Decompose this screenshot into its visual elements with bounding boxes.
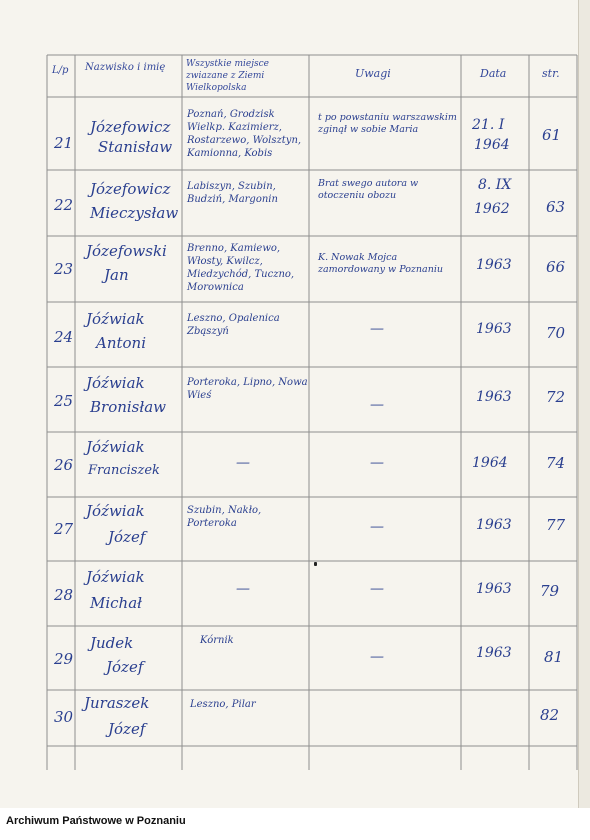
row-page: 77 — [546, 516, 566, 534]
archive-credit: Archiwum Państwowe w Poznaniu — [6, 815, 186, 827]
row-surname: Józefowicz — [90, 180, 171, 198]
row-remarks: — — [370, 519, 384, 535]
row-date-year: 1964 — [474, 137, 510, 153]
header-remarks: Uwagi — [355, 67, 391, 80]
row-surname: Józefowicz — [90, 118, 171, 136]
row-places: Brenno, Kamiewo, Włosty, Kwilcz, Miedzychód, Tuczno, Morownica — [187, 243, 295, 293]
row-surname: Jóźwiak — [86, 374, 145, 392]
row-date-year: 1963 — [476, 389, 512, 405]
ink-dot — [314, 562, 317, 566]
row-places: Kórnik — [200, 635, 234, 646]
row-lp: 30 — [54, 708, 74, 726]
row-places: Poznań, Grodzisk Wielkp. Kazimierz, Rostarzewo, Wolsztyn, Kamionna, Kobis — [187, 109, 302, 159]
row-lp: 23 — [54, 260, 74, 278]
row-lp: 25 — [54, 392, 74, 410]
row-surname: Jóźwiak — [86, 438, 145, 456]
row-given-name: Antoni — [96, 334, 147, 352]
row-given-name: Franciszek — [88, 463, 160, 478]
row-remarks: K. Nowak Mojca zamordowany w Poznaniu — [318, 252, 443, 275]
row-page: 61 — [542, 126, 562, 144]
row-given-name: Józef — [108, 720, 146, 738]
row-lp: 29 — [54, 650, 74, 668]
row-surname: Jóźwiak — [86, 310, 145, 328]
row-places: Leszno, Pilar — [190, 699, 256, 710]
row-places: Leszno, Opalenica Zbąszyń — [187, 313, 280, 337]
row-remarks: — — [370, 649, 384, 665]
row-date-year: 1963 — [476, 321, 512, 337]
row-lp: 22 — [54, 196, 74, 214]
row-lp: 27 — [54, 520, 74, 538]
row-places: — — [236, 581, 250, 597]
row-page: 81 — [544, 648, 564, 666]
row-page: 74 — [546, 454, 566, 472]
row-given-name: Bronisław — [90, 398, 167, 416]
row-surname: Jóźwiak — [86, 502, 145, 520]
row-given-name: Józef — [106, 658, 144, 676]
row-lp: 28 — [54, 586, 74, 604]
row-surname: Jóźwiak — [86, 568, 145, 586]
row-lp: 26 — [54, 456, 74, 474]
row-page: 82 — [540, 706, 560, 724]
row-surname: Juraszek — [84, 694, 150, 712]
row-page: 63 — [546, 198, 566, 216]
header-lp: L/p — [52, 65, 69, 76]
row-page: 72 — [546, 388, 566, 406]
row-remarks: Brat swego autora w otoczeniu obozu — [318, 178, 419, 201]
row-given-name: Józef — [108, 528, 146, 546]
row-date-year: 1963 — [476, 517, 512, 533]
header-places: Wszystkie miejsce zwiazane z Ziemi Wielkopolska — [186, 59, 269, 93]
row-given-name: Jan — [104, 266, 129, 284]
header-name: Nazwisko i imię — [85, 62, 166, 73]
row-places: — — [236, 455, 250, 471]
row-remarks: t po powstaniu warszawskim zginął w sobie Maria — [318, 112, 457, 135]
header-date: Data — [480, 67, 507, 80]
row-date-day: 21. I — [472, 117, 505, 133]
row-date-year: 1962 — [474, 201, 510, 217]
row-remarks: — — [370, 321, 384, 337]
row-surname: Judek — [90, 634, 134, 652]
row-given-name: Michał — [90, 594, 143, 612]
row-date-year: 1963 — [476, 257, 512, 273]
row-page: 79 — [540, 582, 560, 600]
row-date-year: 1963 — [476, 581, 512, 597]
row-given-name: Mieczysław — [90, 204, 179, 222]
row-remarks: — — [370, 581, 384, 597]
header-page: str. — [542, 67, 560, 80]
row-places: Szubin, Nakło, Porteroka — [187, 505, 262, 529]
row-page: 66 — [546, 258, 566, 276]
row-date-day: 8. IX — [478, 177, 512, 193]
row-surname: Józefowski — [86, 242, 167, 260]
row-places: Porteroka, Lipno, Nowa Wieś — [187, 377, 308, 401]
row-places: Labiszyn, Szubin, Budziń, Margonin — [187, 181, 278, 205]
row-remarks: — — [370, 455, 384, 471]
row-lp: 21 — [54, 134, 74, 152]
row-lp: 24 — [54, 328, 74, 346]
row-given-name: Stanisław — [98, 138, 173, 156]
row-remarks: — — [370, 397, 384, 413]
row-date-year: 1964 — [472, 455, 508, 471]
row-date-year: 1963 — [476, 645, 512, 661]
row-page: 70 — [546, 324, 566, 342]
